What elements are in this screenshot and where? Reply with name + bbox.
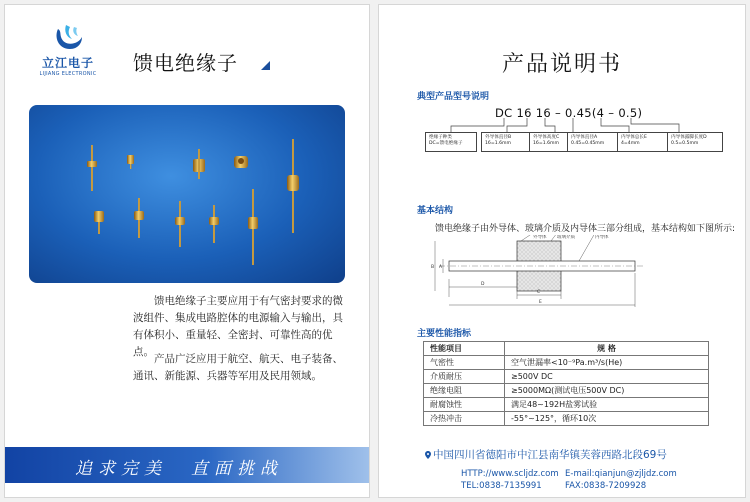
spec-value: ≥500V DC	[505, 370, 709, 384]
param-label: 内导体总长E	[621, 135, 647, 140]
spec-item: 介质耐压	[424, 370, 505, 384]
phone-number: TEL:0838-7135991	[461, 481, 542, 491]
spec-table-header	[424, 342, 709, 356]
spec-row	[424, 370, 709, 384]
slogan-text	[75, 454, 307, 479]
spec-row	[424, 356, 709, 370]
spec-row	[424, 412, 709, 426]
slogan-part-1: 追求完美	[75, 459, 167, 479]
product-title: 馈电绝缘子	[133, 51, 238, 75]
param-value: DC=馈电绝缘子	[429, 141, 463, 146]
product-photo	[29, 105, 345, 283]
param-box-pin-length	[667, 132, 723, 152]
pin-7	[134, 198, 144, 238]
feedthrough-pins-illustration	[29, 105, 345, 283]
label-glass: 玻璃介质	[557, 235, 575, 240]
description-paragraph-2: 产品广泛应用于航空、航天、电子装备、通讯、新能源、兵器等军用及民用领域。	[133, 353, 343, 382]
param-value: 0.45=0.45mm	[571, 141, 605, 146]
param-label: 外导体高度C	[533, 135, 560, 140]
logo-text-en: LIJIANG ELECTRONIC	[39, 71, 97, 77]
logo-swirl-icon	[52, 23, 84, 53]
pin-3	[193, 149, 205, 179]
title-triangle-icon	[261, 61, 270, 70]
structure-section-heading: 基本结构	[417, 206, 454, 216]
spec-value: 满足48~192H盐雾试验	[505, 398, 709, 412]
description-paragraph-1: 馈电绝缘子主要应用于有气密封要求的微波组件、集成电路腔体的电源输入与输出，具有体积小、重量轻、全密封、可靠性高的优点。	[133, 295, 343, 358]
brochure-spec-page	[378, 4, 746, 498]
spec-value: ≥5000MΩ(测试电压500V DC)	[505, 384, 709, 398]
pin-9	[209, 205, 219, 243]
model-code-part: 0.45(4	[565, 106, 605, 120]
spec-header-item: 性能项目	[424, 342, 505, 356]
slogan-banner	[5, 447, 369, 483]
dim-label-a: A	[439, 265, 443, 270]
logo-text-cn: 立江电子	[41, 56, 94, 70]
manual-title: 产品说明书	[501, 52, 622, 77]
pin-10	[248, 189, 258, 265]
dim-label-e: E	[539, 300, 542, 305]
param-box-type	[425, 132, 477, 152]
param-label: 绝缘子种类	[429, 135, 452, 140]
structure-description: 馈电绝缘子由外导体、玻璃介质及内导体三部分组成，基本结构如下图所示:	[435, 224, 736, 234]
spec-row	[424, 398, 709, 412]
contact-block	[379, 435, 745, 498]
brochure-front-page	[4, 4, 370, 498]
spec-row	[424, 384, 709, 398]
label-inner-conductor: 内导体	[595, 235, 609, 240]
param-label: 内导体露脚长度D	[671, 135, 707, 140]
model-code-part: 16	[516, 106, 532, 120]
param-value: 16=1.6mm	[533, 141, 559, 146]
model-code-part: –	[554, 106, 562, 120]
param-label: 内导体直径A	[571, 135, 598, 140]
pin-1	[87, 145, 97, 191]
structure-diagram	[429, 235, 699, 311]
param-box-inner-diameter	[567, 132, 619, 152]
company-address: 中国四川省德阳市中江县南华镇芙蓉西路北段69号	[433, 449, 667, 461]
dim-label-c: C	[537, 290, 541, 295]
label-outer-conductor: 外导体	[533, 235, 547, 240]
pin-5	[287, 139, 299, 233]
spec-item: 绝缘电阻	[424, 384, 505, 398]
spec-value: -55°~125°，循环10次	[505, 412, 709, 426]
spec-item: 耐腐蚀性	[424, 398, 505, 412]
model-code-part: 16	[535, 106, 551, 120]
spec-table	[423, 341, 709, 426]
pin-6	[94, 211, 104, 234]
pin-2	[127, 155, 134, 169]
spec-value: 空气泄漏率<10⁻⁹Pa.m³/s(He)	[505, 356, 709, 370]
param-value: 4=4mm	[621, 141, 640, 146]
dim-label-d: D	[481, 282, 485, 287]
email-link[interactable]: E-mail:qianjun@zjljdz.com	[565, 469, 677, 479]
param-box-inner-length	[617, 132, 669, 152]
param-label: 外导体直径B	[485, 135, 512, 140]
company-logo	[33, 23, 103, 77]
model-code-part: DC	[495, 106, 513, 120]
pin-4	[234, 156, 248, 168]
website-link[interactable]: HTTP://www.scljdz.com	[461, 469, 559, 479]
pin-8	[175, 201, 185, 247]
dim-label-b: B	[431, 265, 435, 270]
param-box-outer-diameter	[481, 132, 533, 152]
location-pin-icon	[425, 451, 431, 459]
model-code-part: 0.5)	[618, 106, 643, 120]
param-value: 16=1.6mm	[485, 141, 511, 146]
spec-item: 气密性	[424, 356, 505, 370]
param-value: 0.5=0.5mm	[671, 141, 699, 146]
spec-section-heading: 主要性能指标	[417, 329, 472, 339]
spec-header-value: 规 格	[505, 342, 709, 356]
model-code-part: –	[608, 106, 615, 120]
fax-number: FAX:0838-7209928	[565, 481, 647, 491]
model-section-heading: 典型产品型号说明	[417, 92, 490, 102]
slogan-part-2: 直面挑战	[191, 459, 283, 479]
spec-item: 冷热冲击	[424, 412, 505, 426]
